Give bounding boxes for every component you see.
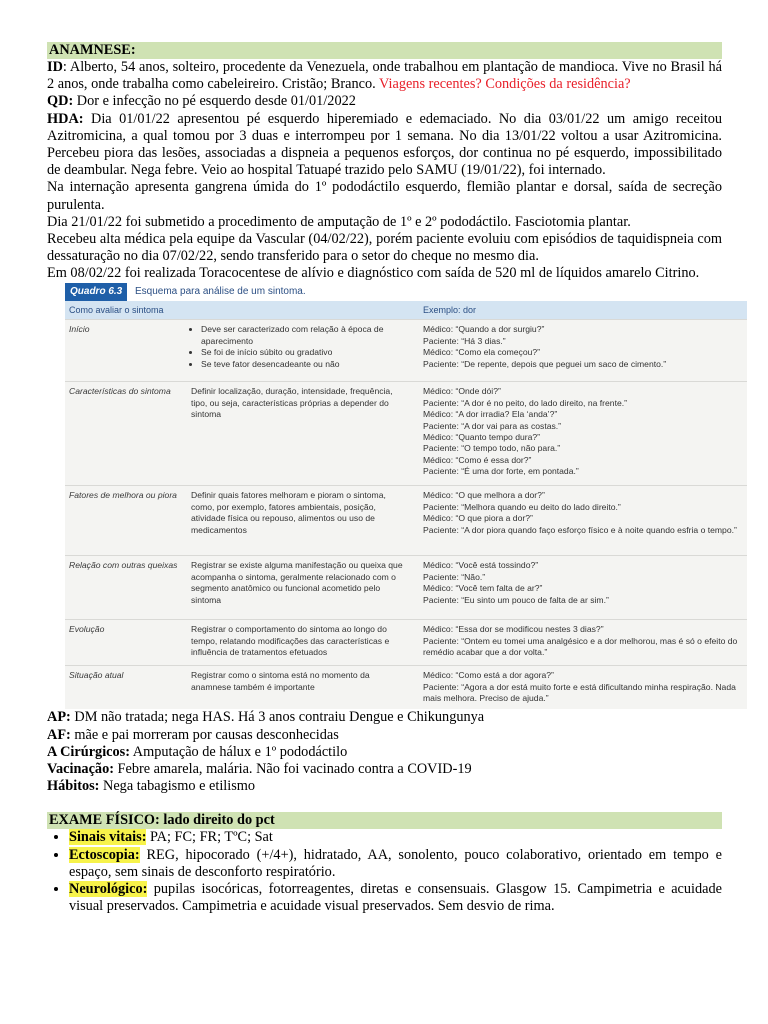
ap-label: AP: (47, 709, 71, 726)
quadro-example-line: Paciente: “Eu sinto um pouco de falta de ar sim.” (423, 594, 609, 605)
quadro-example-line: Médico: “Você tem falta de ar?” (423, 583, 543, 594)
quadro-example-line: Médico: “Como ela começou?” (423, 347, 541, 358)
quadro-row-label: Situação atual (69, 670, 124, 681)
quadro-bullet: • Se foi de início súbito ou gradativo (201, 347, 411, 358)
quadro-row-desc (191, 324, 411, 370)
quadro-example-line: Paciente: “Não.” (423, 571, 486, 582)
quadro-example-line: Médico: “A dor irradia? Ela ‘anda’?” (423, 409, 558, 420)
quadro-row-desc: Registrar se existe alguma manifestação ou queixa que acompanha o sintoma, geralmente relacionado com o segmento anatômico ou funcional acometido pelo sintoma (191, 560, 403, 605)
toracocentese-paragraph: Em 08/02/22 foi realizada Toracocentese de alívio e diagnóstico com saída de 520 ml de líquidos amarelo Citrino. (47, 265, 700, 282)
quadro-col-how: Como avaliar o sintoma (69, 305, 164, 316)
af-text: mãe e pai morreram por causas desconhecidas (70, 726, 339, 743)
quadro-example-line: Médico: “O que piora a dor?” (423, 513, 533, 524)
quadro-header (65, 283, 747, 301)
af-line (47, 727, 722, 744)
quadro-row-label: Relação com outras queixas (69, 560, 178, 571)
exame-item-text: PA; FC; FR; TºC; Sat (146, 829, 273, 846)
qd-text: Dor e infecção no pé esquerdo desde 01/01/2022 (73, 93, 356, 110)
quadro-example-line: Paciente: “Ontem eu tomei uma analgésico e a dor melhorou, mas é só o efeito do remédio acabar que a dor volta.” (423, 635, 738, 658)
quadro-row-desc: Registrar como o sintoma está no momento da anamnese também é importante (191, 670, 370, 692)
exame-item-text: pupilas isocóricas, fotorreagentes, diretas e consensuais. Glasgow 15. Campimetria e acuidade visual preservados. Campimetria e acuidade visual preservados. Sem desvio de rima. (69, 881, 722, 915)
ac-label: A Cirúrgicos: (47, 743, 130, 760)
vacinacao-line (47, 761, 722, 778)
quadro-row-examples (423, 560, 741, 606)
quadro-example-line: Médico: “Onde dói?” (423, 386, 501, 397)
habitos-text: Nega tabagismo e etilismo (99, 778, 256, 795)
quadro-row-inicio (65, 319, 747, 382)
quadro-row-label: Início (69, 324, 90, 335)
ap-text: DM não tratada; nega HAS. Há 3 anos contraiu Dengue e Chikungunya (70, 709, 485, 726)
exame-item-label: Sinais vitais: (69, 829, 147, 846)
quadro-example-line: Médico: “Como está a dor agora?” (423, 670, 554, 681)
quadro-example-line: Paciente: “O tempo todo, não para.” (423, 443, 561, 454)
hda-label: HDA: (47, 110, 84, 127)
quadro-example-line: Paciente: “Melhora quando eu deito do lado direito.” (423, 501, 621, 512)
vacinacao-text: Febre amarela, malária. Não foi vacinado contra a COVID-19 (113, 761, 472, 778)
id-note: Viagens recentes? Condições da residência? (379, 76, 631, 93)
ap-line (47, 709, 722, 726)
quadro-example-line: Médico: “Como é essa dor?” (423, 454, 532, 465)
quadro-example-line: Médico: “Essa dor se modificou nestes 3 dias?” (423, 624, 604, 635)
quadro-tag: Quadro 6.3 (65, 283, 127, 301)
exame-item-ectoscopia (69, 847, 722, 881)
id-paragraph (47, 59, 722, 93)
amputacao-paragraph: Dia 21/01/22 foi submetido a procedimento de amputação de 1º e 2º pododáctilo. Fasciotomia plantar. (47, 213, 631, 230)
vacinacao-label: Vacinação: (47, 761, 114, 778)
quadro-row-fatores (65, 485, 747, 556)
exame-item-text: REG, hipocorado (+/4+), hidratado, AA, sonolento, pouco colaborativo, orientado em tempo e espaço, sem sinais de desconforto respiratório. (69, 846, 722, 880)
quadro-row-examples (423, 624, 741, 658)
quadro-column-header (65, 301, 747, 319)
qd-paragraph (47, 93, 722, 110)
spacer (47, 795, 722, 812)
quadro-example-line: Paciente: “A dor é no peito, do lado direito, na frente.” (423, 397, 627, 408)
quadro-row-caracteristicas (65, 381, 747, 486)
habitos-line (47, 778, 722, 795)
quadro-example-line: Médico: “Quando a dor surgiu?” (423, 324, 545, 335)
quadro-row-examples (423, 386, 741, 477)
internacao-paragraph: Na internação apresenta gangrena úmida do 1º pododáctilo esquerdo, flemião plantar e dorsal, saída de secreção purulenta. (47, 179, 722, 213)
quadro-row-relacao (65, 555, 747, 620)
quadro-bullet: • Deve ser caracterizado com relação à época de aparecimento (201, 324, 411, 347)
habitos-label: Hábitos: (47, 778, 100, 795)
exame-list (47, 829, 722, 915)
quadro-row-examples (423, 670, 741, 704)
exame-item-sinais (69, 829, 722, 846)
quadro-example-line: Médico: “Quanto tempo dura?” (423, 432, 541, 443)
alta-paragraph: Recebeu alta médica pela equipe da Vascular (04/02/22), porém paciente evoluiu com episódios de taquidispneia com dessaturação no dia 07/02/22, sendo transferido para o setor do cheque no mesmo dia. (47, 231, 722, 265)
quadro-row-label: Evolução (69, 624, 105, 635)
quadro-title: Esquema para análise de um sintoma. (135, 286, 306, 298)
quadro-row-desc: Registrar o comportamento do sintoma ao longo do tempo, relatando modificações das características e influência de tratamentos efetuados (191, 624, 390, 658)
document-content (47, 42, 738, 915)
ac-text: Amputação de hálux e 1º pododáctilo (130, 743, 348, 760)
exame-heading: EXAME FÍSICO: lado direito do pct (47, 812, 722, 829)
id-label: ID (47, 59, 63, 75)
quadro-row-desc: Definir quais fatores melhoram e pioram o sintoma, como, por exemplo, fatores ambientais, posição, atividade física ou repouso, alimentos ou uso de medicamentos (191, 490, 386, 535)
quadro-example-line: Médico: “Você está tossindo?” (423, 560, 539, 571)
anamnese-heading: ANAMNESE: (47, 42, 722, 59)
quadro-col-example: Exemplo: dor (423, 305, 477, 316)
quadro-example-line: Médico: “O que melhora a dor?” (423, 490, 545, 501)
quadro-bullet: • Se teve fator desencadeante ou não (201, 359, 411, 370)
quadro-example-line: Paciente: “A dor vai para as costas.” (423, 420, 562, 431)
quadro-row-desc: Definir localização, duração, intensidade, frequência, tipo, ou seja, características próprias a depender do sintoma (191, 386, 393, 420)
quadro-example-line: Paciente: “É uma dor forte, em pontada.” (423, 466, 579, 477)
ac-line (47, 744, 722, 761)
exame-item-label: Neurológico: (69, 881, 148, 898)
quadro-row-situacao (65, 665, 747, 709)
id-text: : Alberto, 54 anos, solteiro, procedente da Venezuela, onde trabalhou em plantação de mandioca. Vive no Brasil há 2 anos, onde trabalha como cabeleireiro. Cristão; Branco. (47, 59, 722, 93)
quadro-example-line: Paciente: “A dor piora quando faço esforço físico e à noite quando esfria o tempo.” (423, 524, 737, 535)
hda-text: Dia 01/01/22 apresentou pé esquerdo hiperemiado e edemaciado. No dia 03/01/22 um amigo receitou Azitromicina, a qual tomou por 3 duas e interrompeu por 1 semana. No dia 13/01/22 voltou a usar Azitromicina. Percebeu piora das lesões, associadas a dispneia a pequenos esforços, dor continua no pé esquerdo, impossibilitado de deambular. Nega febre. Veio ao hospital Tatuapé trazido pelo SAMU (19/01/22), foi internado. (47, 110, 722, 179)
quadro-example-line: Paciente: “Há 3 dias.” (423, 335, 506, 346)
quadro-example-line: Paciente: “De repente, depois que peguei um saco de cimento.” (423, 358, 667, 369)
qd-label: QD: (47, 93, 74, 110)
quadro-figure (65, 283, 747, 709)
quadro-row-label: Características do sintoma (69, 386, 171, 397)
exame-item-neurologico (69, 881, 722, 915)
quadro-example-line: Paciente: “Agora a dor está muito forte e está dificultando minha respiração. Nada mais melhora. Preciso de ajuda.” (423, 681, 736, 704)
af-label: AF: (47, 726, 71, 743)
quadro-row-examples (423, 490, 741, 536)
quadro-row-examples (423, 324, 741, 370)
quadro-row-label: Fatores de melhora ou piora (69, 490, 177, 501)
hda-paragraph (47, 111, 722, 180)
exame-item-label: Ectoscopia: (69, 846, 140, 863)
quadro-row-evolucao (65, 619, 747, 666)
